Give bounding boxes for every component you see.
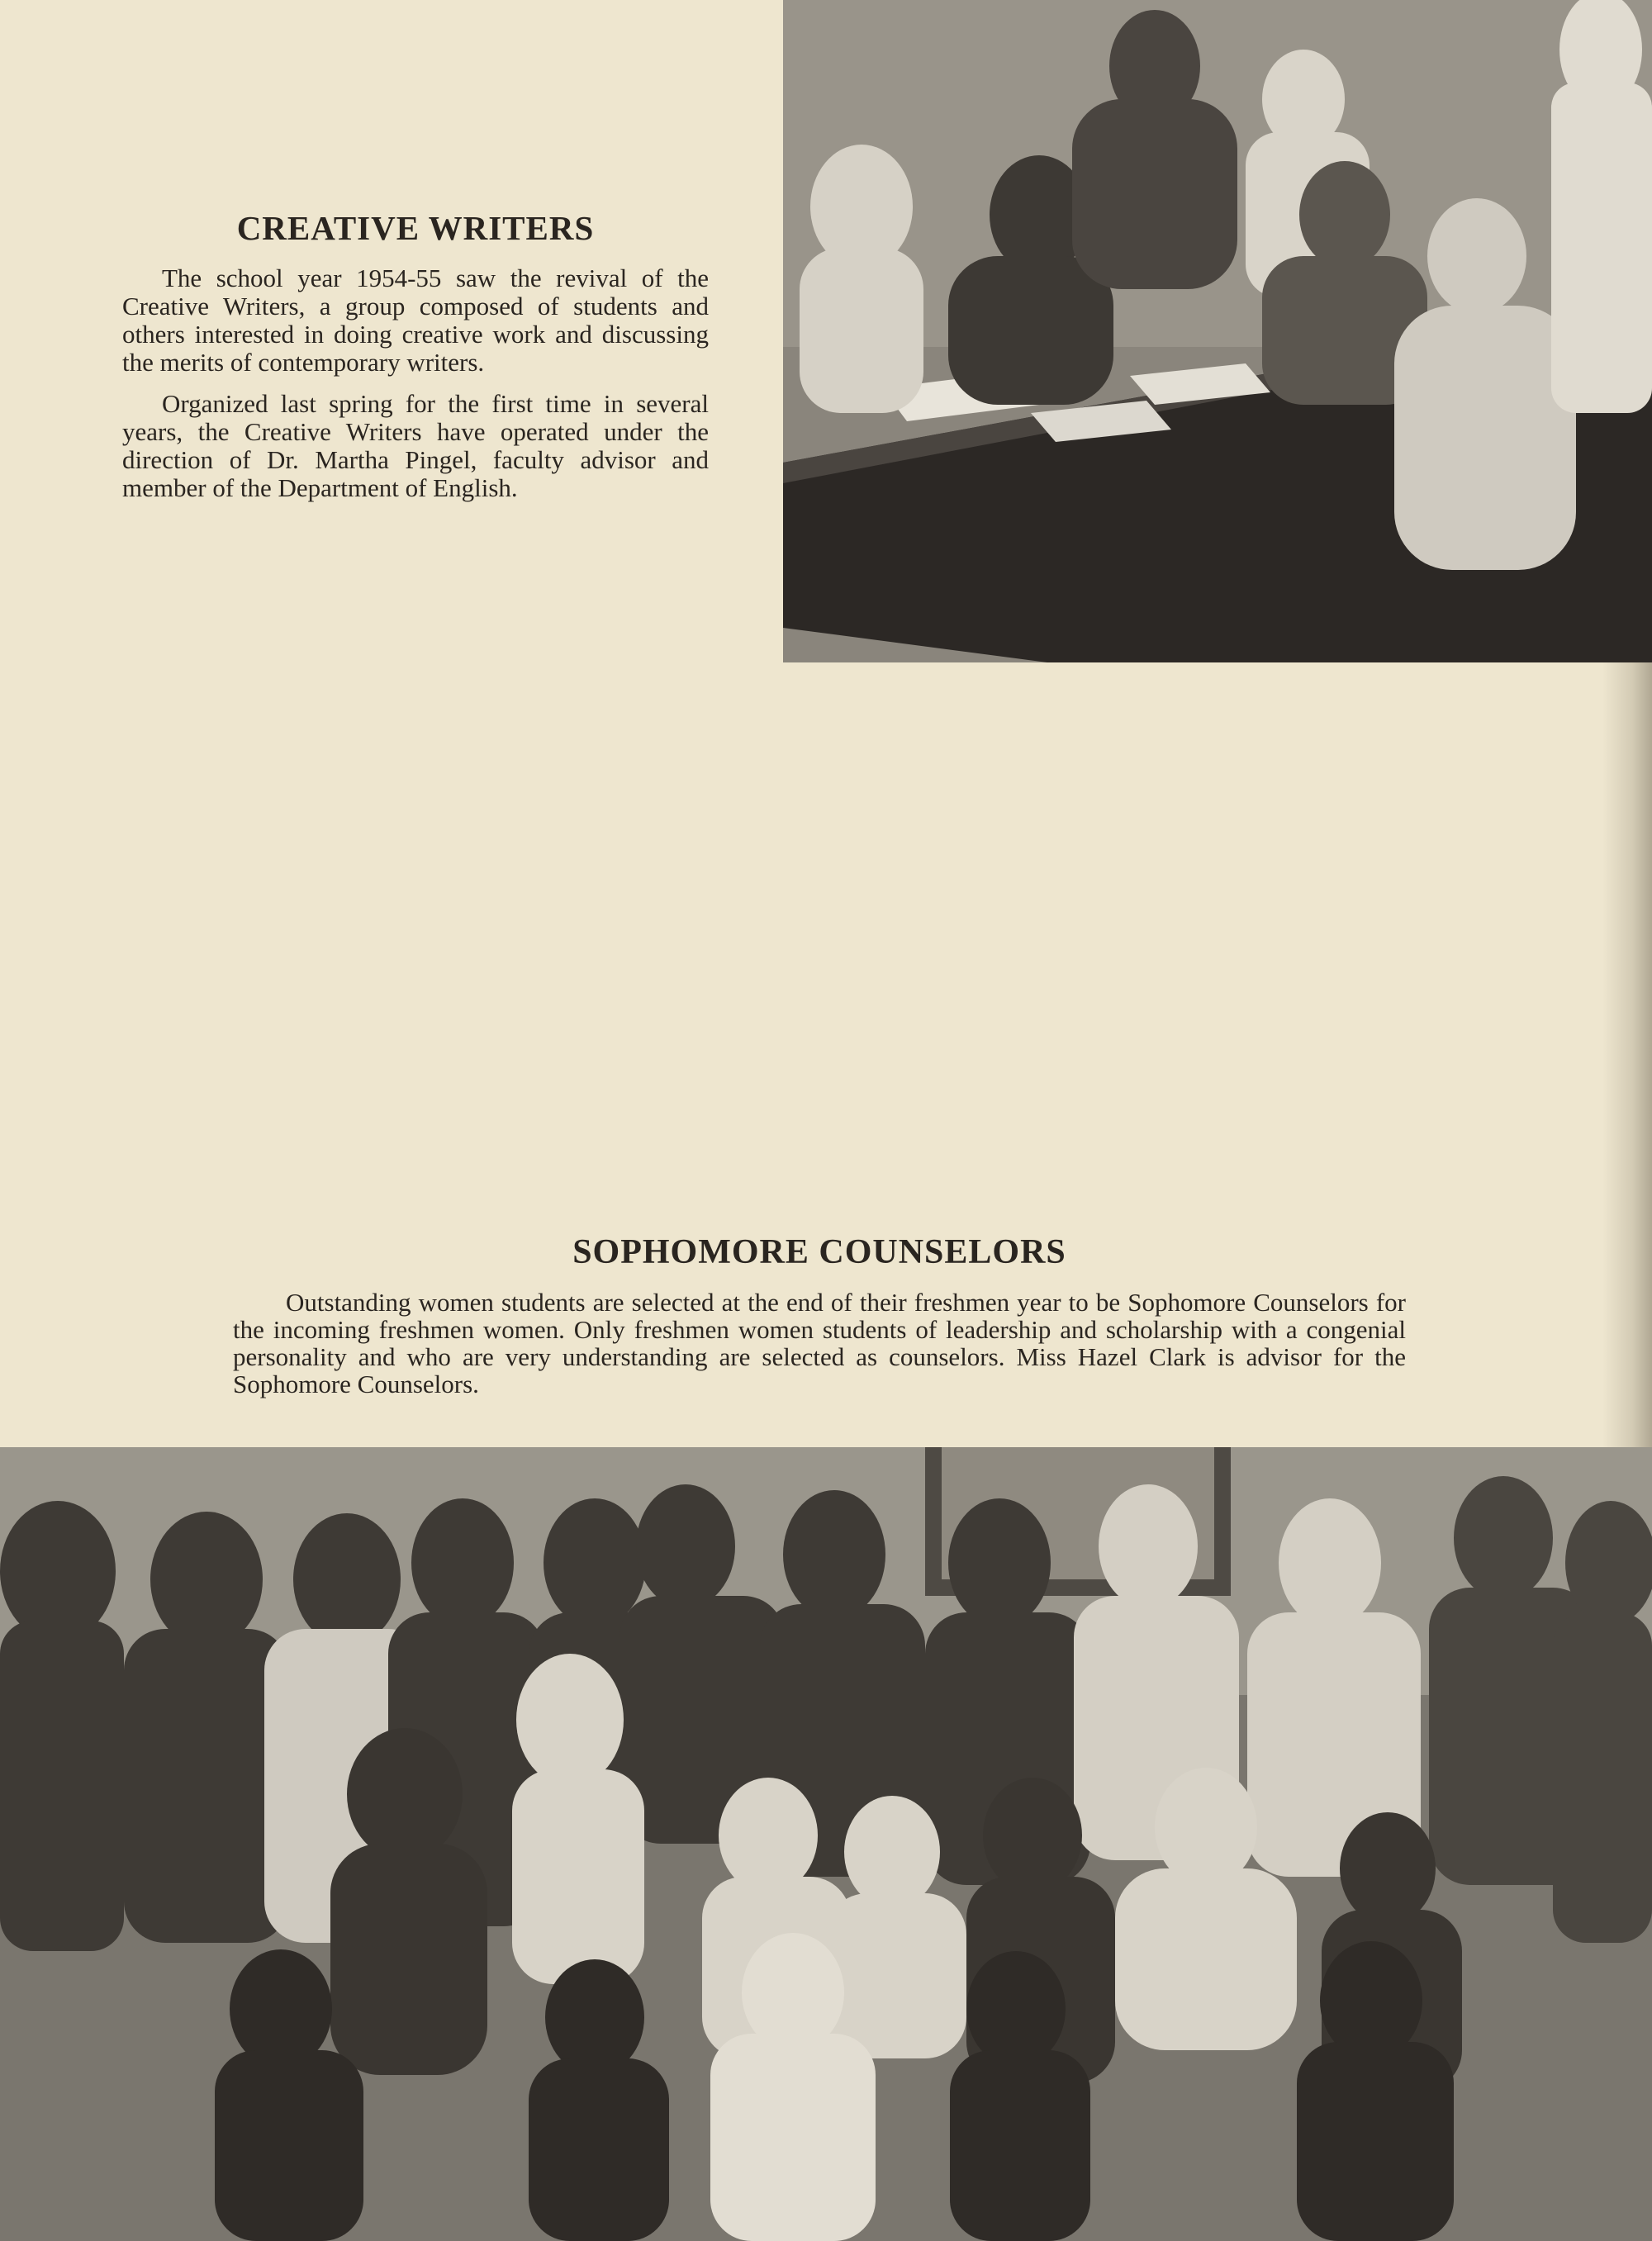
- photo-illustration: [0, 1447, 1652, 2241]
- sophomore-counselors-paragraph: Outstanding women students are selected at the end of their freshmen year to be Sophomore Counselors for the incoming freshmen women. Only freshmen women students of leadership and scholarship with a congenial personality and who are very understanding are selected as counselors. Miss Hazel Clark is advisor for the Sophomore Counselors.: [233, 1288, 1406, 1398]
- photo-illustration: [783, 0, 1652, 662]
- creative-writers-paragraph-2: Organized last spring for the first time in several years, the Creative Writers have operated under the direction of Dr. Martha Pingel, faculty advisor and member of the Department of English.: [122, 389, 709, 502]
- creative-writers-group-photo: [783, 0, 1652, 662]
- sophomore-counselors-group-photo: [0, 1447, 1652, 2241]
- sophomore-counselors-body: [233, 1289, 1406, 1398]
- creative-writers-paragraph-1: The school year 1954-55 saw the revival of the Creative Writers, a group composed of students and others interested in doing creative work and discussing the merits of contemporary writers.: [122, 264, 709, 377]
- creative-writers-body: [122, 264, 709, 515]
- sophomore-counselors-heading: SOPHOMORE COUNSELORS: [572, 1233, 1066, 1271]
- creative-writers-heading: CREATIVE WRITERS: [236, 209, 595, 247]
